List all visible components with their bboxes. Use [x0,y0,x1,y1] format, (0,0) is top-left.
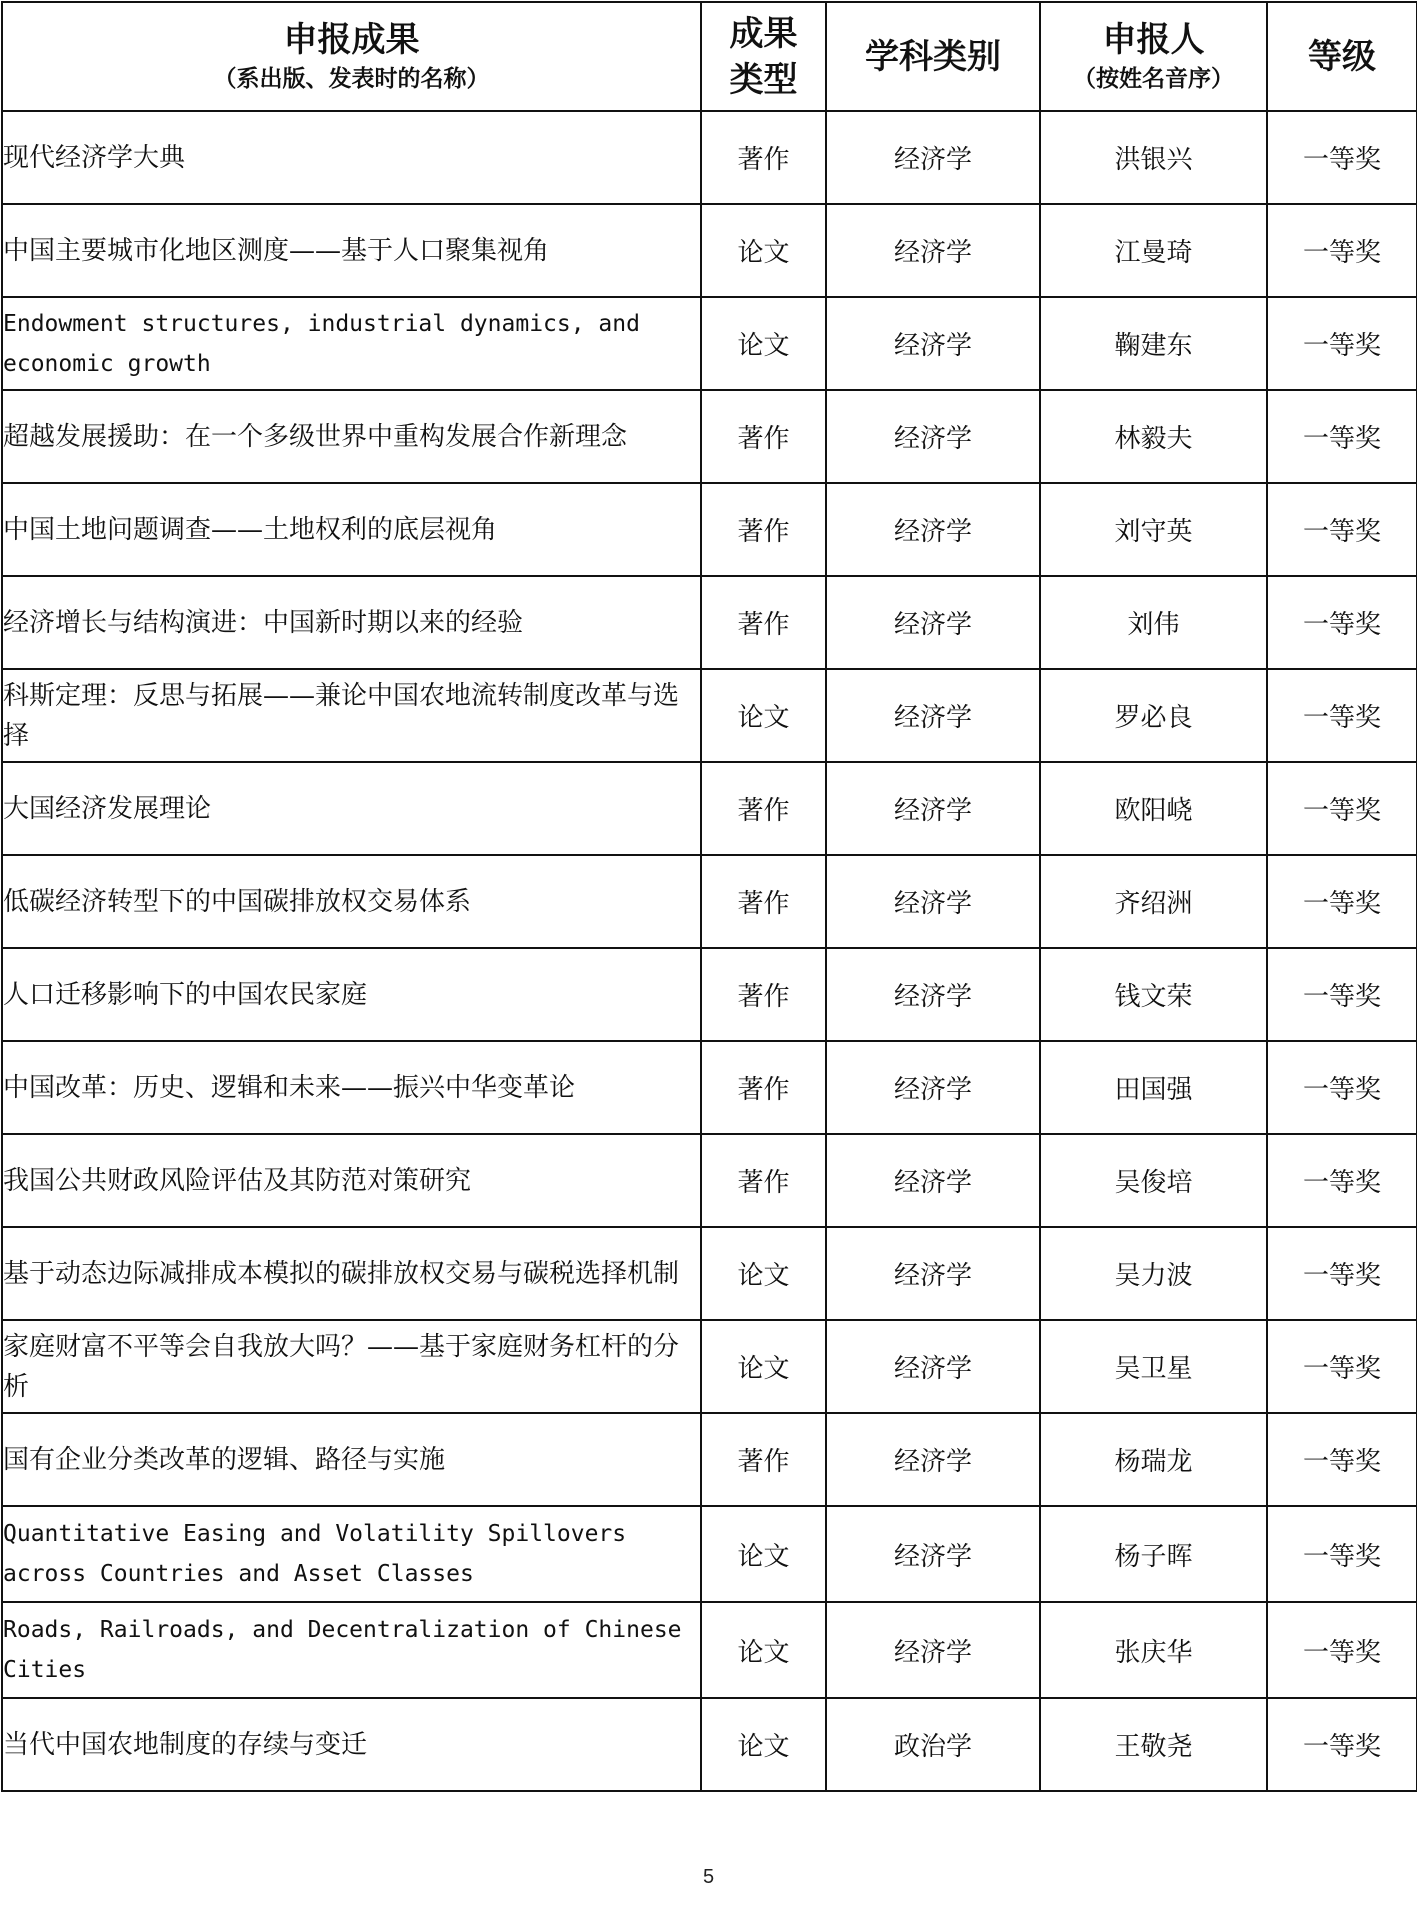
cell-title: 现代经济学大典 [2,111,701,204]
cell-level: 一等奖 [1267,483,1417,576]
cell-level: 一等奖 [1267,669,1417,762]
header-applicant-main: 申报人 [1102,19,1205,60]
cell-level: 一等奖 [1267,204,1417,297]
table-header [2,2,1417,111]
table-row [2,1506,1417,1602]
cell-type: 论文 [701,1698,826,1791]
cell-applicant: 钱文荣 [1040,948,1267,1041]
cell-level: 一等奖 [1267,111,1417,204]
cell-title: 家庭财富不平等会自我放大吗？——基于家庭财务杠杆的分析 [2,1320,701,1413]
cell-title: 科斯定理：反思与拓展——兼论中国农地流转制度改革与选择 [2,669,701,762]
cell-subject: 经济学 [826,1227,1040,1320]
cell-subject: 经济学 [826,1134,1040,1227]
header-row [2,2,1417,111]
cell-type: 论文 [701,1320,826,1413]
cell-type: 论文 [701,204,826,297]
cell-title: Endowment structures, industrial dynamics, and economic growth [2,297,701,390]
cell-title: 我国公共财政风险评估及其防范对策研究 [2,1134,701,1227]
table-row [2,111,1417,204]
header-type-line1: 成果 [729,13,798,54]
table-row [2,1041,1417,1134]
cell-applicant: 张庆华 [1040,1602,1267,1698]
cell-applicant: 洪银兴 [1040,111,1267,204]
header-title [2,2,701,111]
cell-title: 低碳经济转型下的中国碳排放权交易体系 [2,855,701,948]
cell-level: 一等奖 [1267,1134,1417,1227]
cell-subject: 经济学 [826,297,1040,390]
cell-level: 一等奖 [1267,1698,1417,1791]
table-row [2,204,1417,297]
header-type [701,2,826,111]
table-row [2,855,1417,948]
header-level-label: 等级 [1308,36,1376,77]
cell-type: 著作 [701,1134,826,1227]
cell-subject: 经济学 [826,111,1040,204]
cell-subject: 经济学 [826,483,1040,576]
cell-subject: 经济学 [826,855,1040,948]
cell-type: 论文 [701,1506,826,1602]
cell-subject: 经济学 [826,576,1040,669]
table-row [2,669,1417,762]
cell-applicant: 齐绍洲 [1040,855,1267,948]
cell-subject: 经济学 [826,390,1040,483]
cell-applicant: 林毅夫 [1040,390,1267,483]
cell-type: 著作 [701,576,826,669]
cell-subject: 经济学 [826,948,1040,1041]
cell-level: 一等奖 [1267,1320,1417,1413]
cell-subject: 经济学 [826,1413,1040,1506]
cell-subject: 经济学 [826,1602,1040,1698]
cell-title: 超越发展援助：在一个多级世界中重构发展合作新理念 [2,390,701,483]
cell-applicant: 刘伟 [1040,576,1267,669]
cell-applicant: 杨子晖 [1040,1506,1267,1602]
cell-title: 中国主要城市化地区测度——基于人口聚集视角 [2,204,701,297]
table-row [2,576,1417,669]
cell-level: 一等奖 [1267,855,1417,948]
cell-type: 论文 [701,1602,826,1698]
header-subject [826,2,1040,111]
table-row [2,297,1417,390]
cell-title: 大国经济发展理论 [2,762,701,855]
cell-level: 一等奖 [1267,1602,1417,1698]
cell-subject: 政治学 [826,1698,1040,1791]
cell-type: 著作 [701,483,826,576]
cell-applicant: 欧阳峣 [1040,762,1267,855]
cell-subject: 经济学 [826,762,1040,855]
cell-type: 论文 [701,1227,826,1320]
header-type-line2: 类型 [729,59,798,100]
cell-type: 著作 [701,111,826,204]
cell-applicant: 杨瑞龙 [1040,1413,1267,1506]
cell-title: Roads, Railroads, and Decentralization of Chinese Cities [2,1602,701,1698]
cell-title: 人口迁移影响下的中国农民家庭 [2,948,701,1041]
cell-title: 基于动态边际减排成本模拟的碳排放权交易与碳税选择机制 [2,1227,701,1320]
cell-subject: 经济学 [826,669,1040,762]
cell-type: 论文 [701,297,826,390]
cell-level: 一等奖 [1267,576,1417,669]
cell-applicant: 罗必良 [1040,669,1267,762]
table-row [2,1413,1417,1506]
table-body [2,111,1417,1791]
table-row [2,390,1417,483]
cell-title: Quantitative Easing and Volatility Spillovers across Countries and Asset Classes [2,1506,701,1602]
cell-title: 中国改革：历史、逻辑和未来——振兴中华变革论 [2,1041,701,1134]
cell-type: 著作 [701,1041,826,1134]
table-row [2,483,1417,576]
cell-level: 一等奖 [1267,297,1417,390]
header-title-sub: （系出版、发表时的名称） [213,65,490,92]
cell-type: 著作 [701,1413,826,1506]
cell-applicant: 江曼琦 [1040,204,1267,297]
header-title-main: 申报成果 [283,19,420,60]
table-row [2,1227,1417,1320]
cell-title: 国有企业分类改革的逻辑、路径与实施 [2,1413,701,1506]
table-row [2,948,1417,1041]
cell-applicant: 吴力波 [1040,1227,1267,1320]
cell-title: 经济增长与结构演进：中国新时期以来的经验 [2,576,701,669]
cell-applicant: 吴卫星 [1040,1320,1267,1413]
cell-title: 中国土地问题调查——土地权利的底层视角 [2,483,701,576]
awards-table [1,1,1417,1792]
cell-title: 当代中国农地制度的存续与变迁 [2,1698,701,1791]
table-row [2,1320,1417,1413]
header-applicant-sub: （按姓名音序） [1073,65,1234,92]
cell-applicant: 王敬尧 [1040,1698,1267,1791]
table-row [2,762,1417,855]
cell-type: 著作 [701,390,826,483]
table-row [2,1698,1417,1791]
cell-level: 一等奖 [1267,1227,1417,1320]
cell-level: 一等奖 [1267,1041,1417,1134]
cell-level: 一等奖 [1267,762,1417,855]
page-number: 5 [702,1866,715,1888]
cell-type: 论文 [701,669,826,762]
cell-type: 著作 [701,855,826,948]
table-row [2,1134,1417,1227]
header-level [1267,2,1417,111]
header-subject-label: 学科类别 [865,36,1001,77]
cell-level: 一等奖 [1267,948,1417,1041]
cell-applicant: 刘守英 [1040,483,1267,576]
cell-level: 一等奖 [1267,1506,1417,1602]
cell-type: 著作 [701,948,826,1041]
cell-subject: 经济学 [826,1320,1040,1413]
cell-level: 一等奖 [1267,390,1417,483]
cell-level: 一等奖 [1267,1413,1417,1506]
cell-subject: 经济学 [826,1041,1040,1134]
cell-type: 著作 [701,762,826,855]
table-row [2,1602,1417,1698]
cell-applicant: 田国强 [1040,1041,1267,1134]
header-applicant [1040,2,1267,111]
cell-applicant: 鞠建东 [1040,297,1267,390]
cell-subject: 经济学 [826,204,1040,297]
cell-subject: 经济学 [826,1506,1040,1602]
cell-applicant: 吴俊培 [1040,1134,1267,1227]
